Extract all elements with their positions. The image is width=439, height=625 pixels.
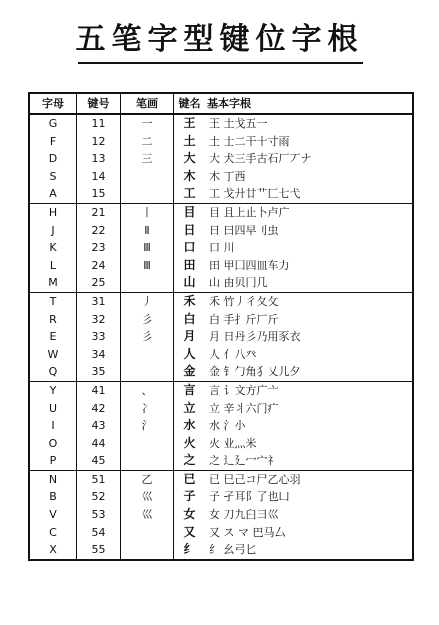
table-row [30,524,412,542]
key-code: 32 [77,311,121,329]
table-row [30,506,412,524]
table-row [30,168,412,186]
key-name: 人 [174,346,206,364]
key-name: 山 [174,274,206,292]
key-letter: A [30,185,77,203]
key-code: 55 [77,541,121,559]
table-row [30,435,412,453]
key-name: 木 [174,168,206,186]
key-code: 33 [77,328,121,346]
key-letter: W [47,347,59,361]
key-name: 土 [174,133,206,151]
key-stroke [121,346,174,364]
key-code: 13 [77,150,121,168]
key-stroke: 氵 [121,417,174,435]
key-roots: 山 由贝冂几 [205,274,412,292]
key-letter: P [30,452,77,470]
key-stroke: 彡 [121,311,174,329]
key-name: 金 [174,363,206,381]
key-roots: 月 日丹彡乃用豕衣 [209,330,301,344]
key-roots: 王 土戈五一 [209,117,268,130]
key-stroke [121,185,174,203]
key-code: 22 [77,222,121,240]
key-letter: O [48,436,58,450]
table-row [30,133,412,151]
table-row [30,274,412,292]
key-code: 24 [77,257,121,275]
key-stroke: 丨 [121,203,174,221]
key-roots: 工 戈廾廿艹匚七弋 [205,185,412,203]
key-code: 52 [77,488,121,506]
table-row [30,346,412,364]
key-letter: B [49,490,57,504]
key-code: 12 [77,133,121,151]
key-code: 14 [77,168,121,186]
key-roots: 女 刀九臼彐巛 [209,508,279,522]
key-code: 35 [77,363,121,381]
key-code: 45 [77,452,121,470]
key-letter: L [49,258,57,272]
key-code: 21 [77,203,121,221]
key-stroke: 乙 [121,470,174,488]
table-row [30,417,412,435]
key-letter: U [48,401,58,415]
key-stroke: 巛 [121,488,174,506]
key-roots: 口 川 [209,241,235,255]
key-name: 水 [174,417,206,435]
key-letter: V [49,508,57,522]
key-stroke: 巛 [121,506,174,524]
table-row [30,470,412,488]
header-stroke: 笔画 [121,94,174,114]
key-name: 又 [174,524,206,542]
table-row [30,311,412,329]
key-letter: S [49,169,57,183]
table-row [30,150,412,168]
key-letter: R [49,312,57,326]
key-letter: I [51,419,55,433]
key-name: 之 [174,452,206,470]
key-code: 25 [77,274,121,292]
header-code: 键号 [77,94,121,114]
key-letter: Y [49,383,57,397]
key-roots: 人 亻八癶 [209,347,257,361]
key-code: 53 [77,506,121,524]
key-letter: D [48,152,58,166]
key-stroke: 、 [121,381,174,399]
key-stroke: 彡 [121,328,174,346]
key-name: 王 [174,114,206,133]
key-roots: 目 且上止卜卢广 [209,205,290,219]
table-row [30,541,412,559]
key-roots: 之 辶廴冖宀礻 [205,452,412,470]
key-name: 工 [174,185,206,203]
key-roots: 金 钅勹角犭乂儿夕 [205,363,412,381]
key-stroke: Ⅲ [121,239,174,257]
key-stroke: 三 [121,150,174,168]
key-stroke: Ⅲ [121,257,174,275]
key-name: 口 [174,239,206,257]
page-title: 五笔字型键位字根 [75,22,364,57]
key-name: 子 [174,488,206,506]
key-name: 大 [174,150,206,168]
key-roots: 火 业灬米 [209,436,257,450]
key-code: 54 [77,524,121,542]
key-letter: F [49,134,57,148]
key-letter: K [49,241,57,255]
header-letter: 字母 [30,94,77,114]
key-code: 11 [77,114,121,133]
key-name: 田 [174,257,206,275]
key-roots: 立 辛丬六门疒 [209,401,279,415]
key-letter: T [49,294,57,308]
key-name: 日 [174,222,206,240]
key-name: 已 [174,470,206,488]
key-name: 目 [174,203,206,221]
header-row [30,94,412,114]
header-key-name: 键名 [174,94,206,114]
key-stroke: 丿 [121,292,174,310]
key-name: 火 [174,435,206,453]
key-code: 23 [77,239,121,257]
key-table [30,94,412,559]
key-code: 15 [77,185,121,203]
table-row [30,452,412,470]
key-letter: X [49,543,57,557]
table-row [30,222,412,240]
key-name: 月 [174,328,206,346]
key-name: 白 [174,311,206,329]
key-letter: H [48,205,58,219]
key-stroke: Ⅱ [121,222,174,240]
key-letter: J [51,223,55,237]
table-row [30,400,412,418]
key-letter: Q [30,363,77,381]
key-roots: 日 曰四早刂虫 [209,223,279,237]
key-stroke [121,541,174,559]
key-roots: 纟 幺弓匕 [209,543,257,557]
table-row [30,381,412,399]
title-underline [78,62,363,64]
table-row [30,488,412,506]
key-letter: E [49,330,57,344]
key-roots: 田 甲囗四皿车力 [209,258,290,272]
key-code: 43 [77,417,121,435]
key-stroke [121,274,174,292]
key-code: 31 [77,292,121,310]
table-row [30,114,412,133]
key-letter: G [48,117,58,130]
key-stroke: 二 [121,133,174,151]
key-code: 34 [77,346,121,364]
key-roots: 水 氵小 [209,419,246,433]
key-roots: 子 孑耳阝了也凵 [209,490,290,504]
key-stroke [121,363,174,381]
key-stroke [121,452,174,470]
key-stroke [121,524,174,542]
table-row [30,328,412,346]
header-roots: 基本字根 [205,94,412,114]
key-code: 42 [77,400,121,418]
key-roots: 禾 竹丿彳夂攵 [209,294,279,308]
key-code: 44 [77,435,121,453]
key-roots: 白 手扌斤厂斤 [209,312,279,326]
key-stroke: 一 [121,114,174,133]
table-row [30,185,412,203]
table-row [30,257,412,275]
key-letter: C [49,525,57,539]
table-row [30,292,412,310]
key-stroke [121,435,174,453]
key-roots: 已 巳己コ尸乙心羽 [209,472,301,486]
key-stroke: 冫 [121,400,174,418]
key-letter: M [30,274,77,292]
key-name: 纟 [174,541,206,559]
table-body [30,114,412,559]
key-stroke [121,168,174,186]
key-roots: 言 讠文方广亠 [209,383,279,397]
key-roots: 又 ス マ 巴马厶 [209,525,286,539]
key-name: 禾 [174,292,206,310]
key-name: 立 [174,400,206,418]
key-code: 51 [77,470,121,488]
key-roots: 大 犬三手古石厂丆ナ [209,152,312,166]
key-name: 言 [174,381,206,399]
key-table-frame [28,92,414,561]
table-row [30,203,412,221]
table-row [30,363,412,381]
key-roots: 土 士二干十寸雨 [209,134,290,148]
key-roots: 木 丁西 [209,169,246,183]
key-name: 女 [174,506,206,524]
key-letter: N [48,472,58,486]
table-row [30,239,412,257]
key-code: 41 [77,381,121,399]
